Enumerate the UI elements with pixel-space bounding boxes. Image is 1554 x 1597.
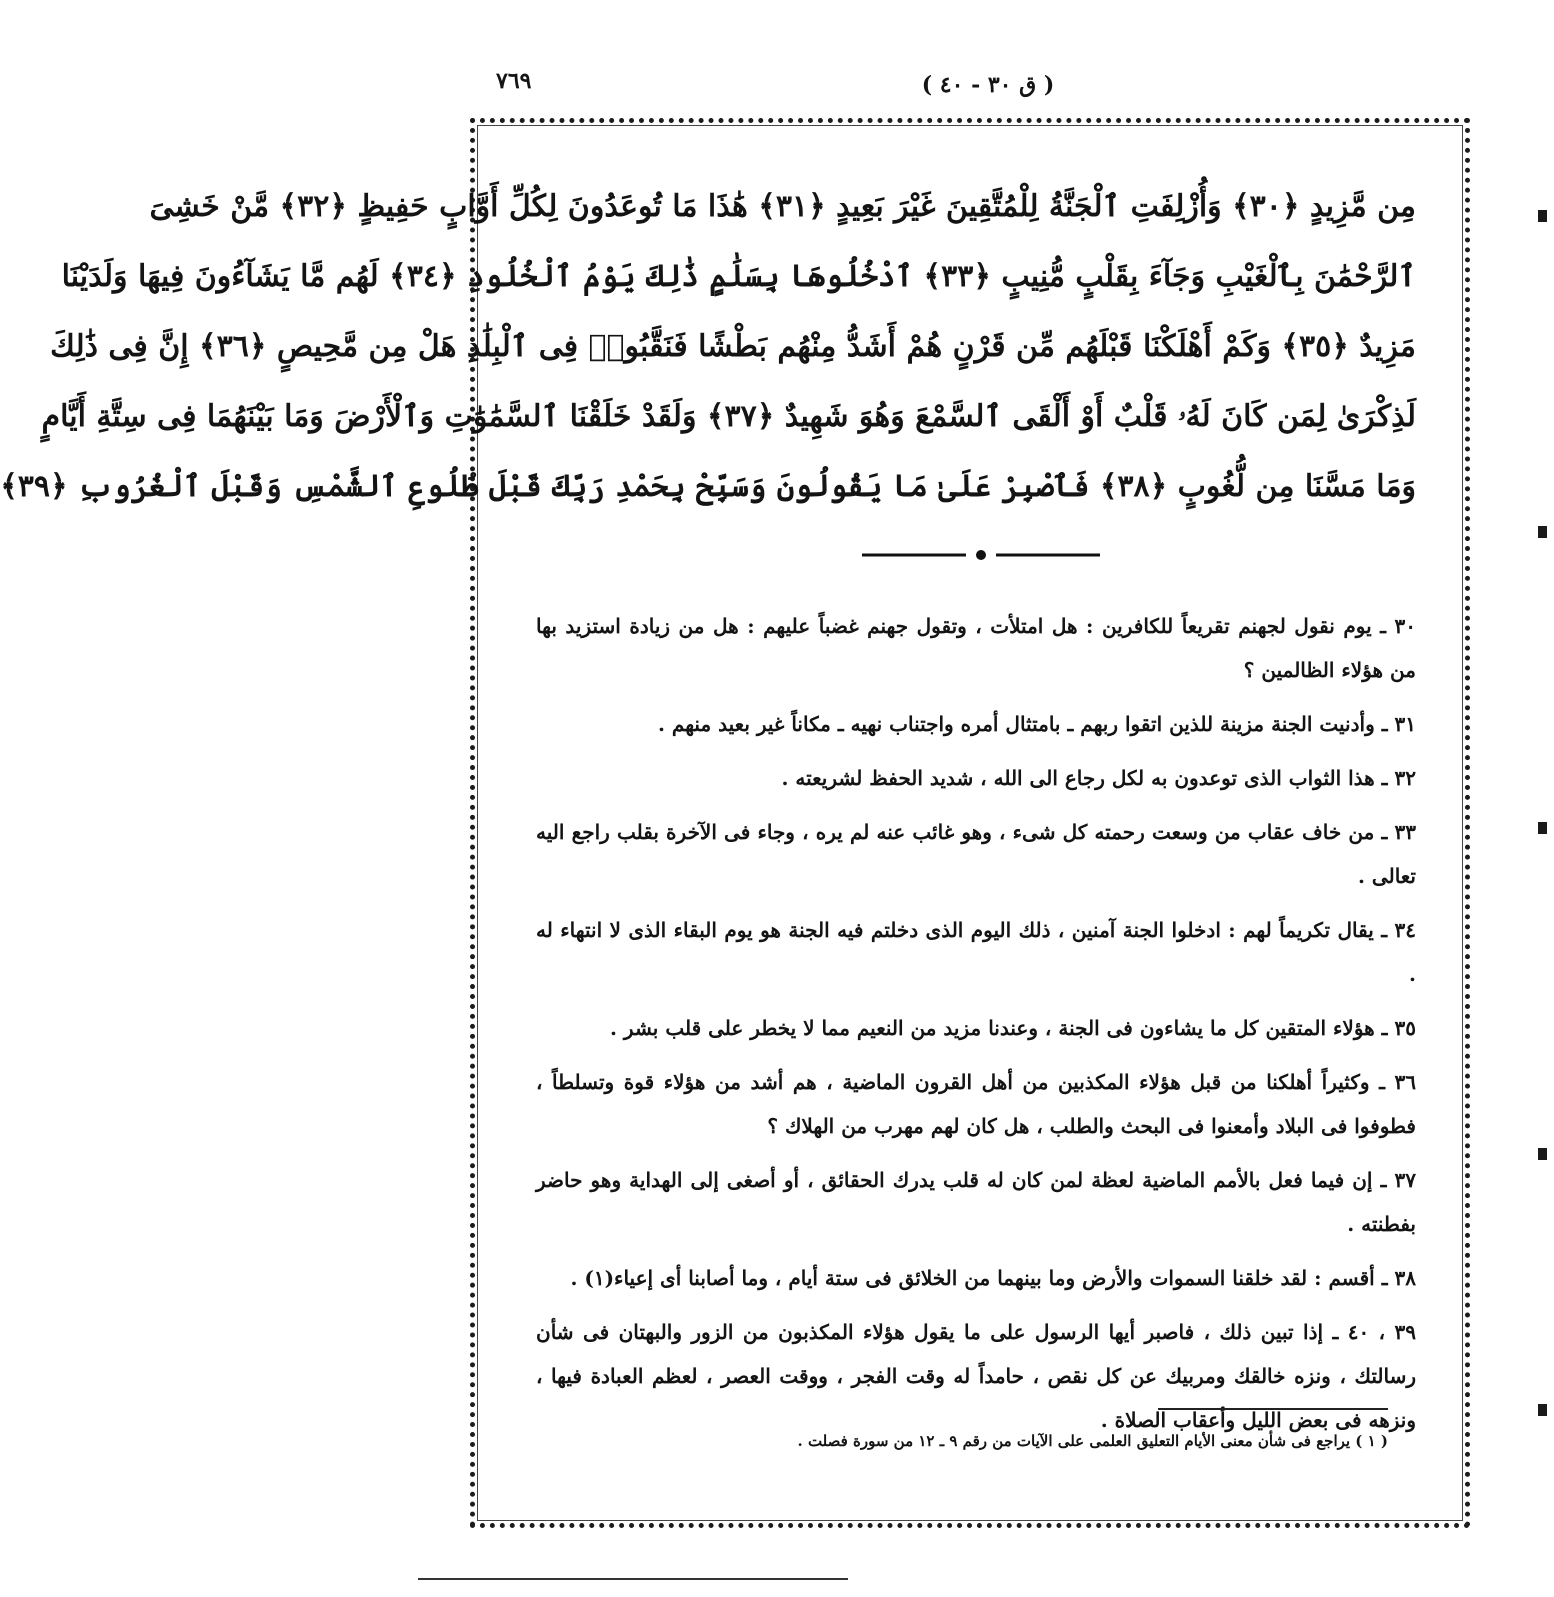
- verse-line: لَذِكْرَىٰ لِمَن كَانَ لَهُۥ قَلْبٌ أَوْ أَلْقَى ٱلسَّمْعَ وَهُوَ شَهِيدٌ ﴿٣٧﴾ وَلَقَدْ خَلَقْنَا ٱلسَّمَٰوَٰتِ وَٱلْأَرْضَ وَمَا بَيْنَهُمَا فِى سِتَّةِ أَيَّامٍ: [41, 399, 1416, 434]
- page-number: ٧٦٩: [496, 68, 532, 94]
- commentary-paragraph: ٣١ ـ وأدنيت الجنة مزينة للذين اتقوا ربهم ـ بامتثال أمره واجتناب نهيه ـ مكاناً غير بعيد منهم .: [657, 712, 1416, 736]
- commentary-paragraph: ٣٧ ـ إن فيما فعل بالأمم الماضية لعظة لمن كان له قلب يدرك الحقائق ، أو أصغى إلى الهداية وهو حاضر بفطنته .: [536, 1168, 1416, 1236]
- verse-line: وَمَا مَسَّنَا مِن لُّغُوبٍ ﴿٣٨﴾ فَٱصْبِرْ عَلَىٰ مَا يَقُولُونَ وَسَبِّحْ بِحَمْدِ رَبِّكَ قَبْلَ طُلُوعِ ٱلشَّمْسِ وَقَبْلَ ٱلْغُرُوبِ ﴿٣٩﴾: [0, 469, 1416, 504]
- edge-scan-mark: [1538, 822, 1547, 834]
- section-divider-ornament: [862, 548, 1100, 562]
- commentary-paragraph: ٣٣ ـ من خاف عقاب من وسعت رحمته كل شىء ، وهو غائب عنه لم يره ، وجاء فى الآخرة بقلب راجع اليه تعالى .: [536, 820, 1416, 888]
- commentary-paragraph: ٣٩ ، ٤٠ ـ إذا تبين ذلك ، فاصبر أيها الرسول على ما يقول هؤلاء المكذبون من الزور والبهتان فى شأن رسالتك ، ونزه خالقك ومربيك عن كل نقص ، حامداً له وقت الفجر ، ووقت العصر ، لعظم العبادة فيها ، ونزهه فى بعض الليل وأعقاب الصلاة .: [536, 1320, 1416, 1432]
- quran-verses: [0, 172, 1416, 522]
- running-header: ( ق ٣٠ - ٤٠ ): [921, 72, 1055, 98]
- commentary-paragraph: ٣٤ ـ يقال تكريماً لهم : ادخلوا الجنة آمنين ، ذلك اليوم الذى دخلتم فيه الجنة هو يوم البقاء الذى لا انتهاء له .: [536, 918, 1416, 986]
- edge-scan-mark: [1538, 1148, 1547, 1160]
- edge-scan-mark: [1538, 1404, 1547, 1416]
- footnote-rule: [1158, 1408, 1388, 1410]
- commentary-paragraph: ٣٨ ـ أقسم : لقد خلقنا السموات والأرض وما بينهما من الخلائق فى ستة أيام ، وما أصابنا أى إعياء(١) .: [570, 1266, 1416, 1290]
- commentary-paragraph: ٣٠ ـ يوم نقول لجهنم تقريعاً للكافرين : هل امتلأت ، وتقول جهنم غضباً عليهم : هل من زيادة استزيد بها من هؤلاء الظالمين ؟: [536, 614, 1416, 682]
- footnote: ( ١ ) يراجع فى شأن معنى الأيام التعليق العلمى على الآيات من رقم ٩ ـ ١٢ من سورة فصلت .: [797, 1432, 1388, 1450]
- commentary-paragraph: ٣٥ ـ هؤلاء المتقين كل ما يشاءون فى الجنة ، وعندنا مزيد من النعيم مما لا يخطر على قلب بشر .: [609, 1016, 1416, 1040]
- scan-bottom-rule: [418, 1578, 848, 1580]
- verse-line: مِن مَّزِيدٍ ﴿٣٠﴾ وَأُزْلِفَتِ ٱلْجَنَّةُ لِلْمُتَّقِينَ غَيْرَ بَعِيدٍ ﴿٣١﴾ هَٰذَا مَا تُوعَدُونَ لِكُلِّ أَوَّابٍ حَفِيظٍ ﴿٣٢﴾ مَّنْ خَشِىَ: [149, 189, 1416, 224]
- edge-scan-mark: [1538, 210, 1547, 222]
- commentary: [536, 604, 1416, 1452]
- commentary-paragraph: ٣٦ ـ وكثيراً أهلكنا من قبل هؤلاء المكذبين من أهل القرون الماضية ، هم أشد من هؤلاء قوة وتسلطاً ، فطوفوا فى البلاد وأمعنوا فى البحث والطلب ، هل كان لهم مهرب من الهلاك ؟: [536, 1070, 1416, 1138]
- edge-scan-mark: [1538, 526, 1547, 538]
- verse-line: مَزِيدٌ ﴿٣٥﴾ وَكَمْ أَهْلَكْنَا قَبْلَهُم مِّن قَرْنٍ هُمْ أَشَدُّ مِنْهُم بَطْشًا فَنَقَّبُوا۟ فِى ٱلْبِلَٰدِ هَلْ مِن مَّحِيصٍ ﴿٣٦﴾ إِنَّ فِى ذَٰلِكَ: [50, 329, 1416, 364]
- commentary-paragraph: ٣٢ ـ هذا الثواب الذى توعدون به لكل رجاع الى الله ، شديد الحفظ لشريعته .: [781, 766, 1416, 790]
- verse-line: ٱلرَّحْمَٰنَ بِٱلْغَيْبِ وَجَآءَ بِقَلْبٍ مُّنِيبٍ ﴿٣٣﴾ ٱدْخُلُوهَا بِسَلَٰمٍ ذَٰلِكَ يَوْمُ ٱلْخُلُودِ ﴿٣٤﴾ لَهُم مَّا يَشَآءُونَ فِيهَا وَلَدَيْنَا: [61, 259, 1416, 294]
